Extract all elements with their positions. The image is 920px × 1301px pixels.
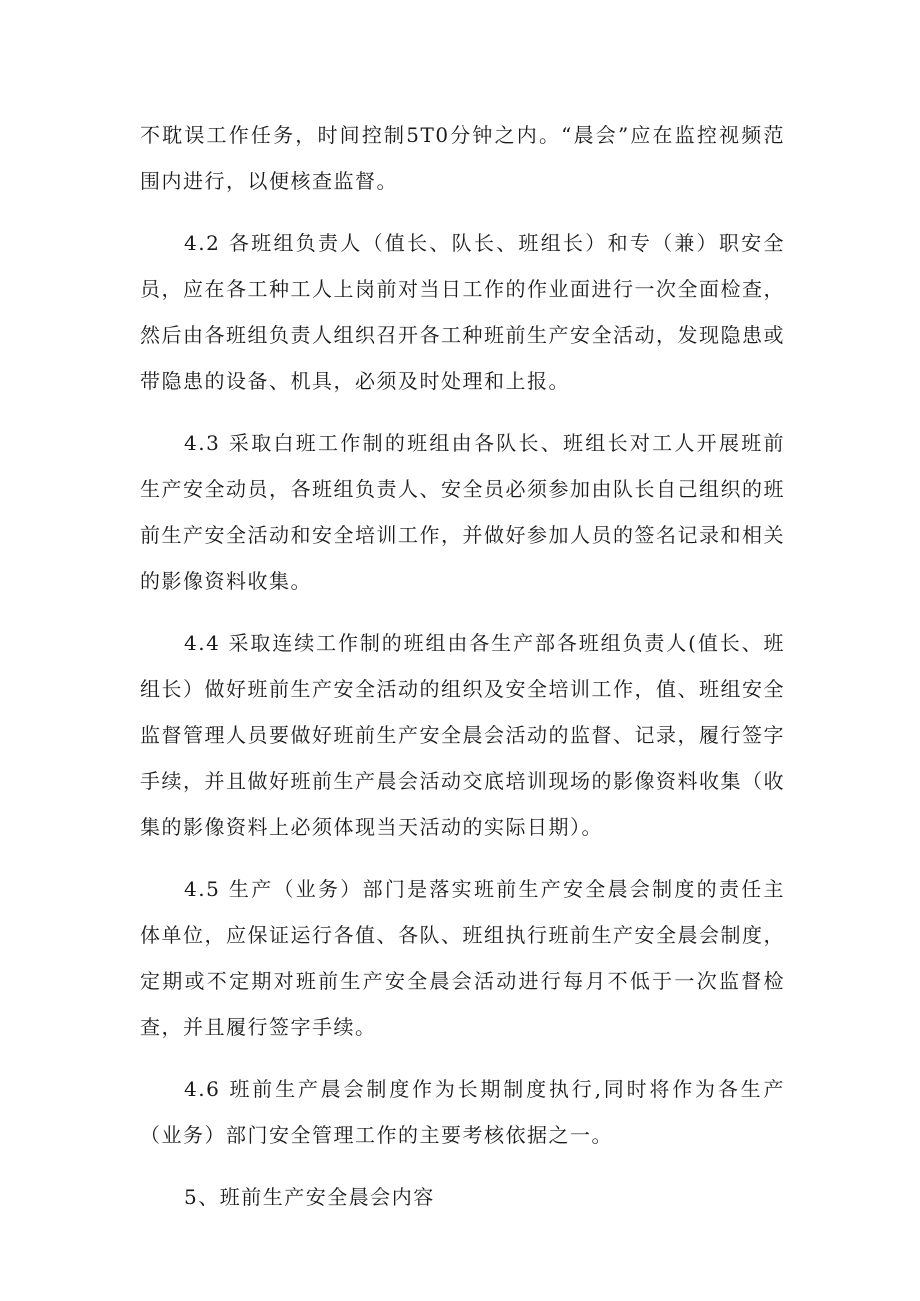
paragraph-gap [140, 404, 785, 420]
paragraph-4-3: 4.3 采取白班工作制的班组由各队长、班组长对工人开展班前生产安全动员，各班组负责人、安全员必须参加由队长自己组织的班前生产安全活动和安全培训工作，并做好参加人员的签名记录和相关的影像资料收集。 [140, 431, 785, 593]
paragraph-continuation: 不耽误工作任务，时间控制5T0分钟之内。“晨会”应在监控视频范围内进行，以便核查监督。 [140, 123, 785, 193]
section-heading-5: 5、班前生产安全晨会内容 [184, 1185, 435, 1209]
paragraph-4-6: 4.6 班前生产晨会制度作为长期制度执行,同时将作为各生产（业务）部门安全管理工作的主要考核依据之一。 [140, 1077, 785, 1147]
paragraph-4-5: 4.5 生产（业务）部门是落实班前生产安全晨会制度的责任主体单位，应保证运行各值、各队、班组执行班前生产安全晨会制度，定期或不定期对班前生产安全晨会活动进行每月不低于一次监督检查，并且履行签字手续。 [140, 877, 785, 1039]
paragraph-gap [140, 1158, 785, 1174]
paragraph-gap [140, 1050, 785, 1066]
paragraph-gap [140, 204, 785, 220]
paragraph-gap [140, 850, 785, 866]
paragraph-4-2: 4.2 各班组负责人（值长、队长、班组长）和专（兼）职安全员，应在各工种工人上岗前对当日工作的作业面进行一次全面检查，然后由各班组负责人组织召开各工种班前生产安全活动，发现隐患或带隐患的设备、机具，必须及时处理和上报。 [140, 231, 785, 393]
document-body [140, 112, 785, 1220]
paragraph-gap [140, 604, 785, 620]
paragraph-4-4: 4.4 采取连续工作制的班组由各生产部各班组负责人(值长、班组长）做好班前生产安全活动的组织及安全培训工作，值、班组安全监督管理人员要做好班前生产安全晨会活动的监督、记录，履行签字手续，并且做好班前生产晨会活动交底培训现场的影像资料收集（收集的影像资料上必须体现当天活动的实际日期）。 [140, 631, 785, 839]
